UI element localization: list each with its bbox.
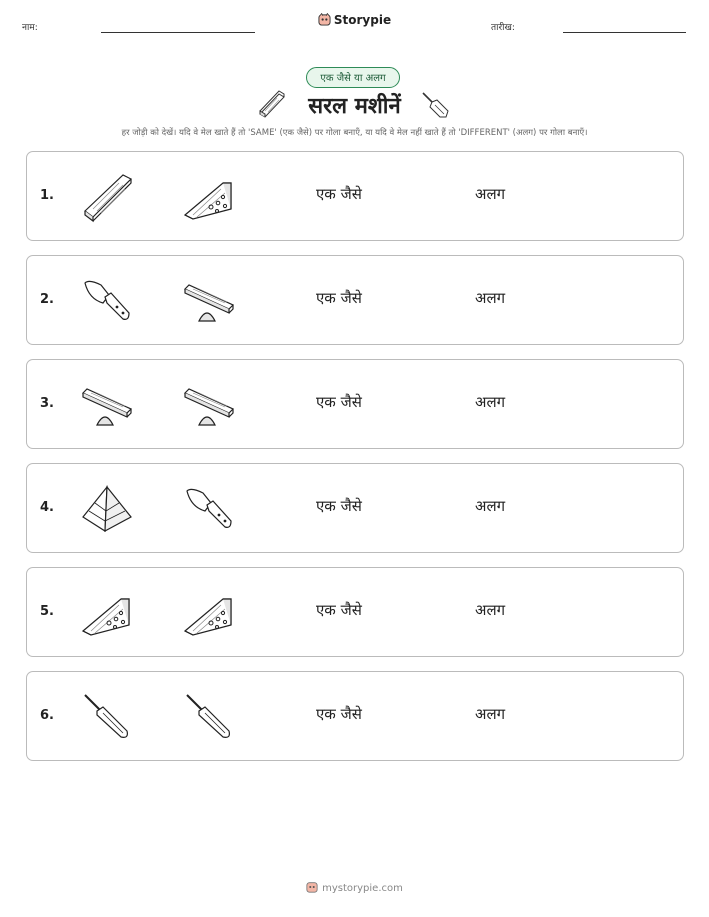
pyramid-icon (79, 483, 135, 535)
option-same[interactable]: एक जैसे (316, 705, 362, 723)
option-same[interactable]: एक जैसे (316, 393, 362, 411)
name-line[interactable] (101, 32, 255, 33)
screwdriver-icon (420, 90, 450, 120)
option-same[interactable]: एक जैसे (316, 185, 362, 203)
worksheet-tag: एक जैसे या अलग (306, 67, 400, 88)
name-label: नाम: (22, 23, 38, 33)
option-different[interactable]: अलग (475, 289, 506, 307)
option-different[interactable]: अलग (475, 185, 506, 203)
date-label: तारीख: (491, 23, 515, 33)
question-number: 6. (40, 708, 54, 723)
page-title: सरल मशीनें (308, 94, 401, 119)
wedge-icon (181, 171, 237, 223)
brand (0, 13, 709, 27)
option-same[interactable]: एक जैसे (316, 601, 362, 619)
footer-site: mystorypie.com (322, 883, 403, 894)
footer (0, 881, 709, 894)
wedge-icon (79, 587, 135, 639)
plank-icon (79, 171, 135, 223)
question-card (26, 255, 684, 345)
question-card (26, 671, 684, 761)
lever-icon (181, 379, 237, 431)
question-number: 5. (40, 604, 54, 619)
option-different[interactable]: अलग (475, 497, 506, 515)
wedge-icon (181, 587, 237, 639)
screwdriver-icon (181, 691, 237, 743)
screwdriver-icon (79, 691, 135, 743)
lever-icon (79, 379, 135, 431)
question-number: 3. (40, 396, 54, 411)
option-same[interactable]: एक जैसे (316, 497, 362, 515)
option-different[interactable]: अलग (475, 393, 506, 411)
date-line[interactable] (563, 32, 686, 33)
question-number: 1. (40, 188, 54, 203)
knife-icon (79, 275, 135, 327)
option-same[interactable]: एक जैसे (316, 289, 362, 307)
option-different[interactable]: अलग (475, 705, 506, 723)
instructions: हर जोड़ी को देखें। यदि वे मेल खाते हैं तो 'SAME' (एक जैसे) पर गोला बनाएँ, या यदि वे मेल नहीं खाते हैं तो 'DIFFERENT' (अलग) पर गोला बनाएँ। (121, 128, 588, 138)
option-different[interactable]: अलग (475, 601, 506, 619)
storypie-logo-icon (318, 13, 331, 26)
question-card (26, 567, 684, 657)
question-card (26, 359, 684, 449)
question-number: 2. (40, 292, 54, 307)
lever-icon (181, 275, 237, 327)
knife-icon (181, 483, 237, 535)
storypie-logo-icon (306, 881, 318, 893)
question-number: 4. (40, 500, 54, 515)
question-card (26, 151, 684, 241)
question-card (26, 463, 684, 553)
brand-name: Storypie (333, 13, 392, 27)
